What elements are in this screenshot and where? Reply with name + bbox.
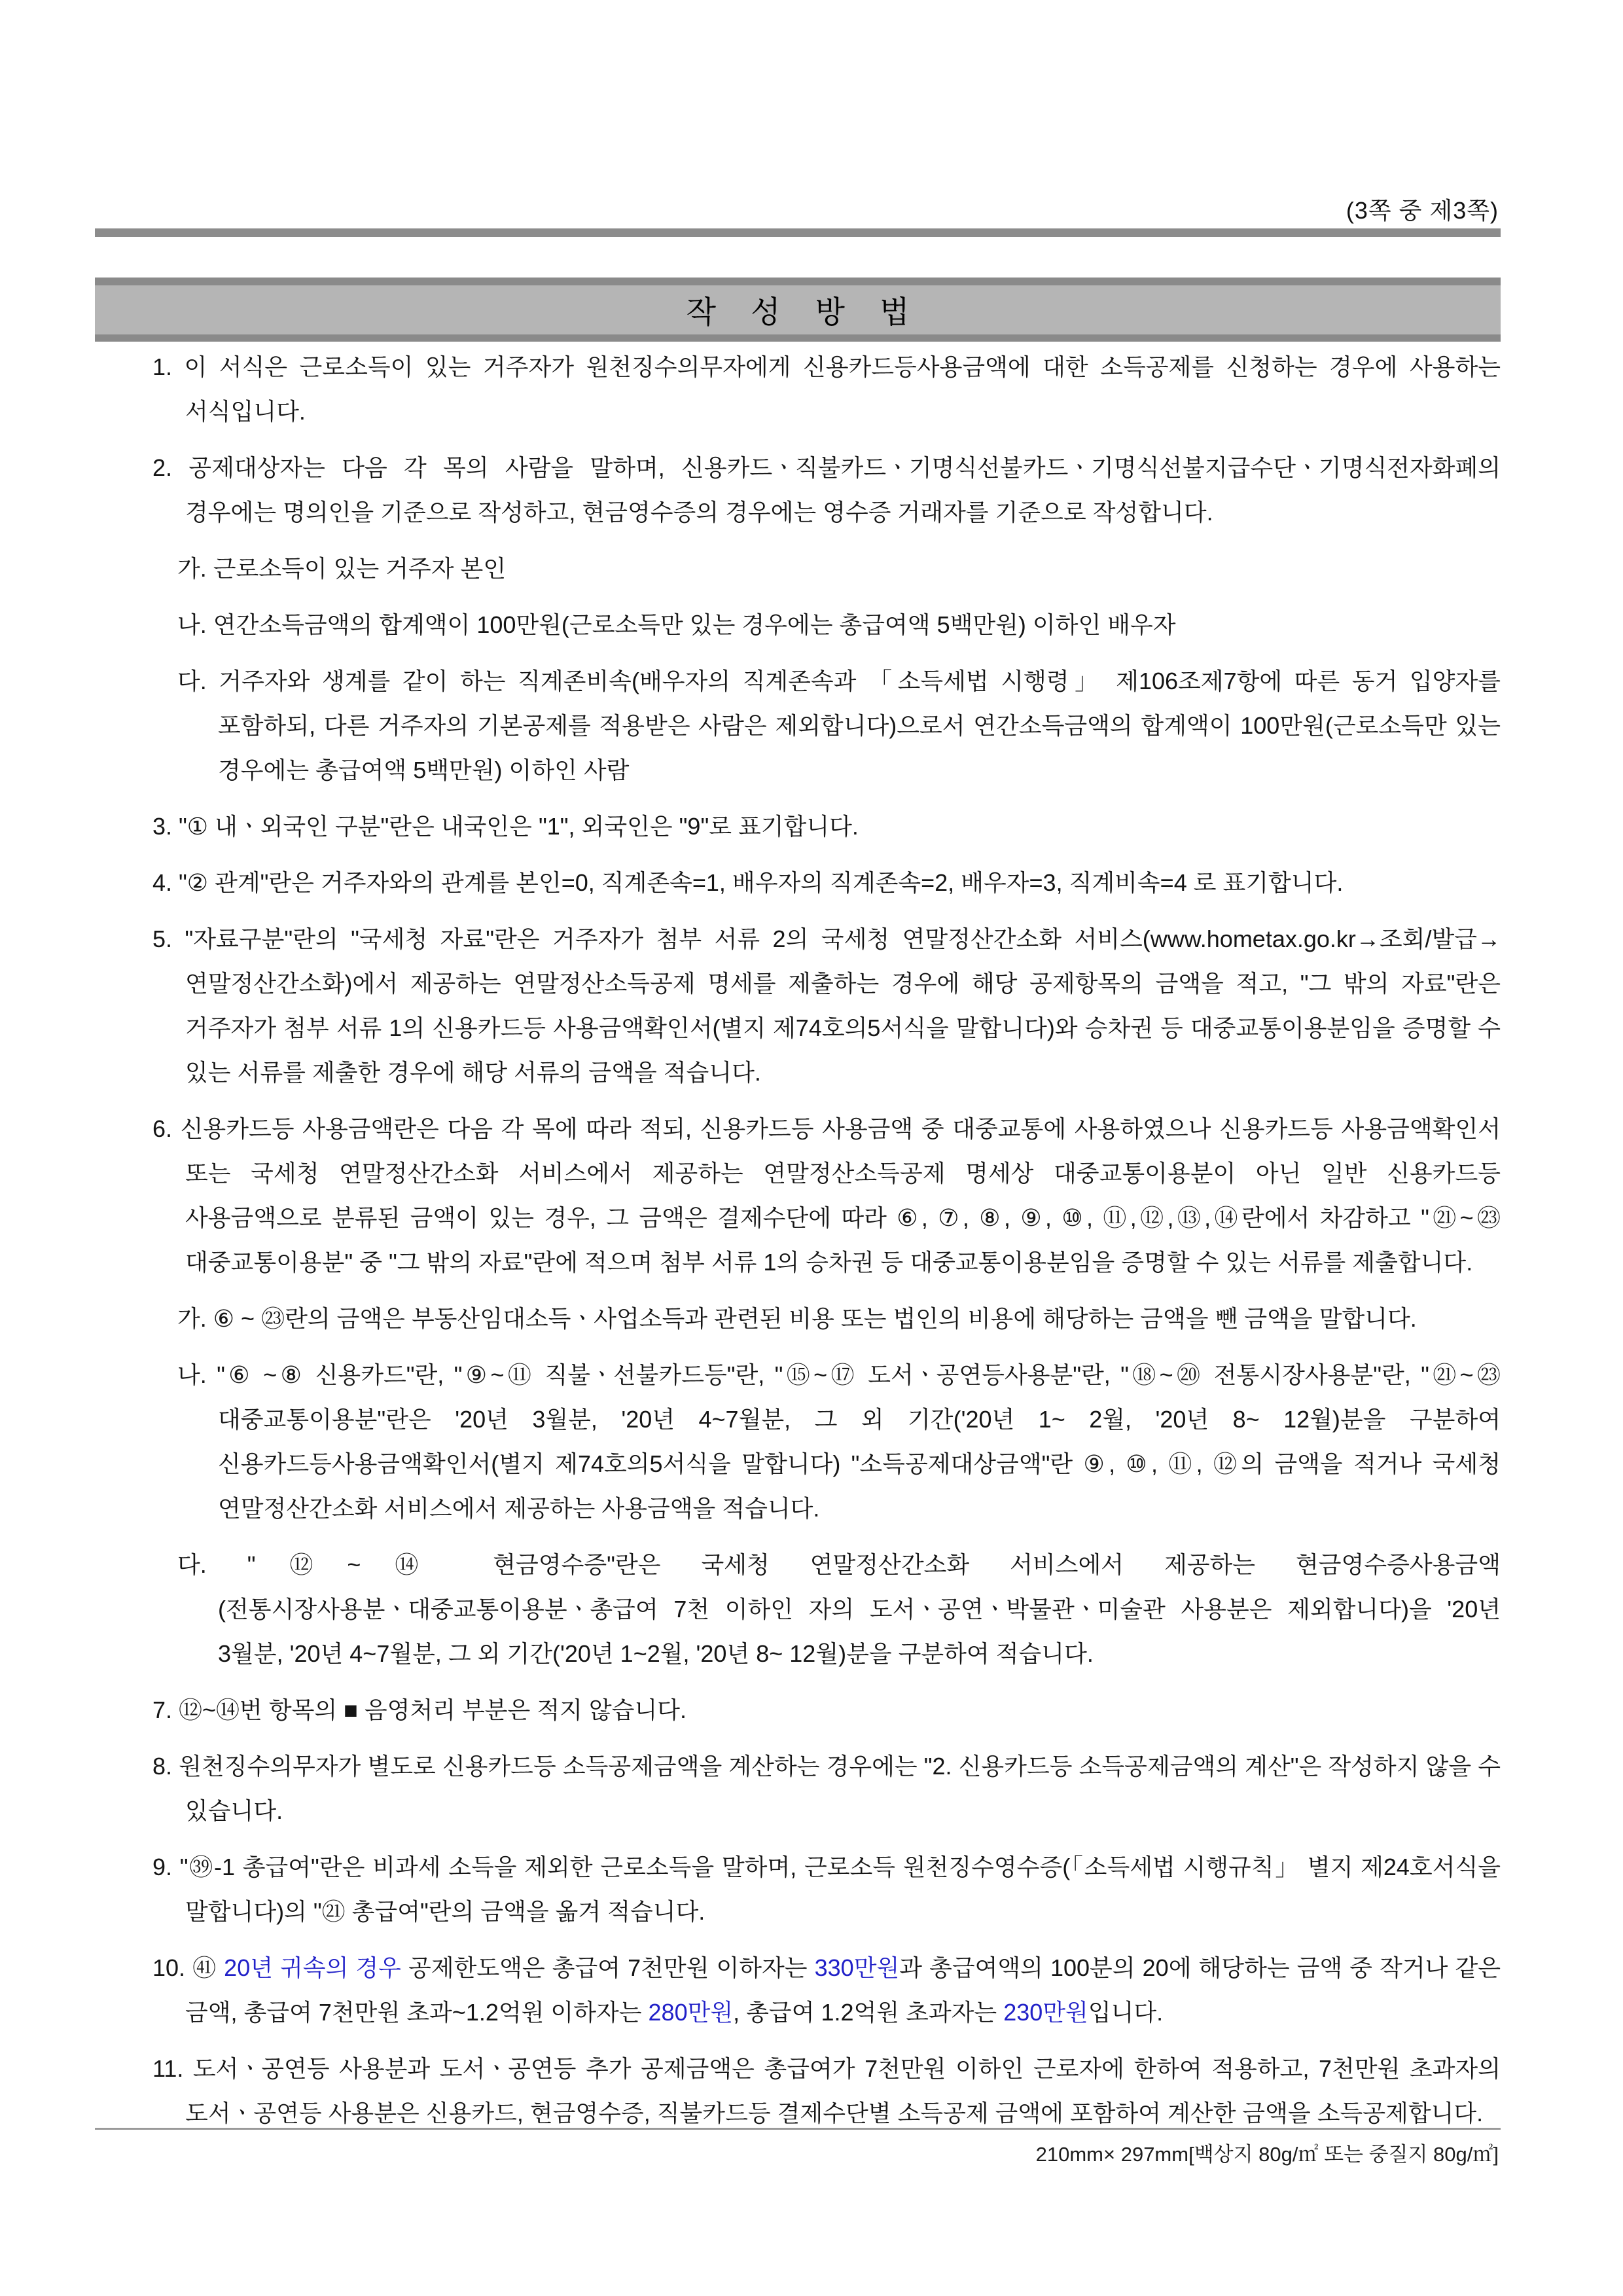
instruction-segment: 가. ⑥ ~ ㉓란의 금액은 부동산임대소득ㆍ사업소득과 관련된 비용 또는 법인의 비용에 해당하는 금액을 뺀 금액을 말합니다. — [177, 1305, 1417, 1332]
instruction-item — [95, 804, 1501, 849]
instruction-segment: 10. ㊶ — [152, 1954, 224, 1981]
section-title-box — [95, 278, 1501, 342]
instruction-segment: 5. "자료구분"란의 "국세청 자료"란은 거주자가 첨부 서류 2의 국세청 연말정산간소화 서비스(www.hometax.go.kr→조회/발급→연말정산간소화)에서 제공하는 연말정산소득공제 명세를 제출하는 경우에 해당 공제항목의 금액을 적고, "그 밖의 자료"란은 거주자가 첨부 서류 1의 신용카드등 사용금액확인서(별지 제74호의5서식을 말합니다)와 승차권 등 대중교통이용분임을 증명할 수 있는 서류를 제출한 경우에 해당 서류의 금액을 적습니다. — [152, 925, 1501, 1086]
instruction-segment: 가. 근로소득이 있는 거주자 본인 — [177, 555, 507, 582]
instruction-item — [95, 1353, 1501, 1531]
instruction-segment: 6. 신용카드등 사용금액란은 다음 각 목에 따라 적되, 신용카드등 사용금액 중 대중교통에 사용하였으나 신용카드등 사용금액확인서 또는 국세청 연말정산간소화 서비스에서 제공하는 연말정산소득공제 명세상 대중교통이용분이 아닌 일반 신용카드등 사용금액으로 분류된 금액이 있는 경우, 그 금액은 결제수단에 따라 ⑥, ⑦, ⑧, ⑨, ⑩, ⑪,⑫,⑬,⑭란에서 차감하고 "㉑~㉓ 대중교통이용분" 중 "그 밖의 자료"란에 적으며 첨부 서류 1의 승차권 등 대중교통이용분임을 증명할 수 있는 서류를 제출합니다. — [152, 1115, 1501, 1276]
instruction-segment: 공제한도액은 총급여 7천만원 이하자는 — [401, 1954, 815, 1981]
page-number-indicator: (3쪽 중 제3쪽) — [1346, 197, 1499, 224]
instruction-segment: 3. "① 내ㆍ외국인 구분"란은 내국인은 "1", 외국인은 "9"로 표기합니다. — [152, 813, 859, 840]
instruction-segment-highlight: 20년 귀속의 경우 — [224, 1954, 401, 1981]
instruction-item — [95, 603, 1501, 647]
header-divider-bar — [95, 228, 1501, 237]
instruction-segment: 다. 거주자와 생계를 같이 하는 직계존비속(배우자의 직계존속과 「소득세법 시행령」 제106조제7항에 따른 동거 입양자를 포함하되, 다른 거주자의 기본공제를 적용받은 사람은 제외합니다)으로서 연간소득금액의 합계액이 100만원(근로소득만 있는 경우에는 총급여액 5백만원) 이하인 사람 — [177, 668, 1501, 783]
instruction-segment-highlight: 280만원 — [648, 1999, 734, 2026]
instruction-item — [95, 1845, 1501, 1934]
instruction-segment-highlight: 330만원 — [814, 1954, 900, 1981]
instruction-item — [95, 1744, 1501, 1833]
instruction-item — [95, 861, 1501, 905]
instruction-segment: 7. ⑫~⑭번 항목의 ■ 음영처리 부분은 적지 않습니다. — [152, 1696, 687, 1723]
instruction-segment: , 총급여 1.2억원 초과자는 — [733, 1999, 1004, 2026]
instruction-segment: 2. 공제대상자는 다음 각 목의 사람을 말하며, 신용카드ㆍ직불카드ㆍ기명식선불카드ㆍ기명식선불지급수단ㆍ기명식전자화폐의 경우에는 명의인을 기준으로 작성하고, 현금영수증의 경우에는 영수증 거래자를 기준으로 작성합니다. — [152, 454, 1501, 526]
instruction-segment-highlight: 230만원 — [1003, 1999, 1088, 2026]
instructions-list — [95, 333, 1501, 2136]
instruction-item — [95, 1688, 1501, 1732]
instruction-item — [95, 917, 1501, 1095]
instruction-item — [95, 2047, 1501, 2136]
footer-divider-line — [95, 2128, 1501, 2130]
instruction-segment: 나. "⑥ ~⑧ 신용카드"란, "⑨~⑪ 직불ㆍ선불카드등"란, "⑮~⑰ 도서ㆍ공연등사용분"란, "⑱~⑳ 전통시장사용분"란, "㉑~㉓ 대중교통이용분"란은 '20년 3월분, '20년 4~7월분, 그 외 기간('20년 1~ 2월, '20년 8~ 12월)분을 구분하여 신용카드등사용금액확인서(별지 제74호의5서식을 말합니다) "소득공제대상금액"란 ⑨, ⑩, ⑪, ⑫의 금액을 적거나 국세청 연말정산간소화 서비스에서 제공하는 사용금액을 적습니다. — [177, 1361, 1501, 1522]
instruction-segment: 다. "⑫~⑭ 현금영수증"란은 국세청 연말정산간소화 서비스에서 제공하는 현금영수증사용금액(전통시장사용분ㆍ대중교통이용분ㆍ총급여 7천 이하인 자의 도서ㆍ공연ㆍ박물관ㆍ미술관 사용분은 제외합니다)을 '20년 3월분, '20년 4~7월분, 그 외 기간('20년 1~2월, '20년 8~ 12월)분을 구분하여 적습니다. — [177, 1551, 1501, 1667]
instruction-segment: 8. 원천징수의무자가 별도로 신용카드등 소득공제금액을 계산하는 경우에는 "2. 신용카드등 소득공제금액의 계산"은 작성하지 않을 수 있습니다. — [152, 1753, 1501, 1824]
instruction-segment: 과 총급여액의 100분의 20에 해당하는 금액 중 작거나 같은 금액, 총급여 7천만원 초과~1.2억원 이하자는 — [185, 1954, 1501, 2026]
instruction-segment: 9. "㊴-1 총급여"란은 비과세 소득을 제외한 근로소득을 말하며, 근로소득 원천징수영수증(「소득세법 시행규칙」 별지 제24호서식을 말합니다)의 "㉑ 총급여"란의 금액을 옮겨 적습니다. — [152, 1854, 1501, 1925]
instruction-item — [95, 1107, 1501, 1285]
instruction-segment: 11. 도서ㆍ공연등 사용분과 도서ㆍ공연등 추가 공제금액은 총급여가 7천만원 이하인 근로자에 한하여 적용하고, 7천만원 초과자의 도서ㆍ공연등 사용분은 신용카드, 현금영수증, 직불카드등 결제수단별 소득공제 금액에 포함하여 계산한 금액을 소득공제합니다. — [152, 2055, 1501, 2126]
instruction-item — [95, 659, 1501, 793]
instruction-segment: 나. 연간소득금액의 합계액이 100만원(근로소득만 있는 경우에는 총급여액 5백만원) 이하인 배우자 — [177, 611, 1176, 638]
instruction-item — [95, 1543, 1501, 1676]
instruction-segment: 1. 이 서식은 근로소득이 있는 거주자가 원천징수의무자에게 신용카드등사용금액에 대한 소득공제를 신청하는 경우에 사용하는 서식입니다. — [152, 353, 1501, 425]
instruction-item — [95, 1297, 1501, 1341]
instruction-item — [95, 1946, 1501, 2035]
instruction-item — [95, 345, 1501, 434]
instruction-item — [95, 547, 1501, 591]
instruction-segment: 4. "② 관계"란은 거주자와의 관계를 본인=0, 직계존속=1, 배우자의 직계존속=2, 배우자=3, 직계비속=4 로 표기합니다. — [152, 869, 1344, 896]
instruction-segment: 입니다. — [1088, 1999, 1164, 2026]
instruction-item — [95, 446, 1501, 535]
section-title: 작 성 방 법 — [686, 295, 923, 329]
paper-spec-note: 210mm× 297mm[백상지 80g/㎡ 또는 중질지 80g/㎡] — [1035, 2143, 1499, 2166]
